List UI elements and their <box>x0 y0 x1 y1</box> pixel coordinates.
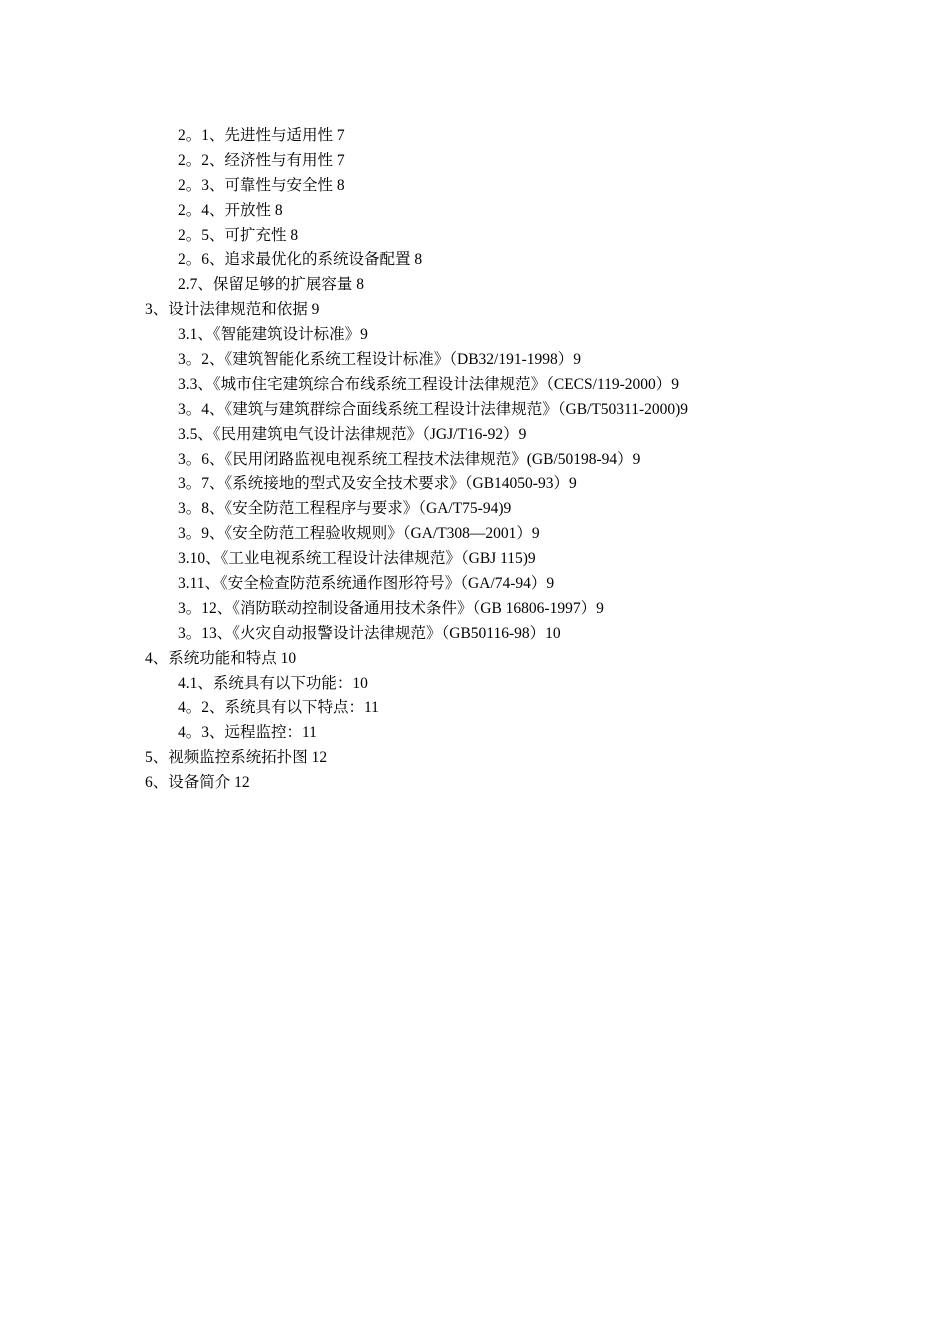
toc-entry-3-12[interactable]: 3。12、《消防联动控制设备通用技术条件》（GB 16806-1997）9 <box>178 599 604 617</box>
toc-entry-2-4[interactable]: 2。4、开放性 8 <box>178 201 283 219</box>
table-of-contents <box>145 124 688 796</box>
toc-entry-4[interactable]: 4、系统功能和特点 10 <box>145 649 297 667</box>
toc-entry-3-10[interactable]: 3.10、《工业电视系统工程设计法律规范》（GBJ 115)9 <box>178 550 536 568</box>
toc-entry-5[interactable]: 5、视频监控系统拓扑图 12 <box>145 749 328 767</box>
toc-entry-2-7[interactable]: 2.7、保留足够的扩展容量 8 <box>178 276 365 294</box>
toc-entry-2-1[interactable]: 2。1、先进性与适用性 7 <box>178 127 345 144</box>
toc-entry-4-2[interactable]: 4。2、系统具有以下特点：11 <box>178 699 379 717</box>
toc-entry-2-5[interactable]: 2。5、可扩充性 8 <box>178 226 299 244</box>
toc-entry-3-4[interactable]: 3。4、《建筑与建筑群综合面线系统工程设计法律规范》（GB/T50311-2000)9 <box>178 400 689 418</box>
toc-entry-4-3[interactable]: 4。3、远程监控：11 <box>178 724 317 742</box>
toc-entry-3-13[interactable]: 3。13、《火灾自动报警设计法律规范》（GB50116-98）10 <box>178 624 561 642</box>
toc-entry-2-3[interactable]: 2。3、可靠性与安全性 8 <box>178 176 345 194</box>
toc-entry-2-6[interactable]: 2。6、追求最优化的系统设备配置 8 <box>178 251 423 269</box>
toc-entry-2-2[interactable]: 2。2、经济性与有用性 7 <box>178 151 345 169</box>
toc-entry-3-3[interactable]: 3.3、《城市住宅建筑综合布线系统工程设计法律规范》（CECS/119-2000）9 <box>178 375 680 393</box>
toc-entry-3[interactable]: 3、设计法律规范和依据 9 <box>145 301 320 319</box>
toc-entry-3-11[interactable]: 3.11、《安全检查防范系统通作图形符号》（GA/74-94）9 <box>178 575 555 593</box>
toc-entry-3-1[interactable]: 3.1、《智能建筑设计标准》9 <box>178 326 368 344</box>
toc-entry-4-1[interactable]: 4.1、系统具有以下功能：10 <box>178 674 368 692</box>
toc-entry-3-8[interactable]: 3。8、《安全防范工程程序与要求》（GA/T75-94)9 <box>178 500 512 518</box>
toc-entry-3-7[interactable]: 3。7、《系统接地的型式及安全技术要求》（GB14050-93）9 <box>178 475 577 493</box>
toc-entry-3-9[interactable]: 3。9、《安全防范工程验收规则》（GA/T308—2001）9 <box>178 525 540 543</box>
toc-entry-3-2[interactable]: 3。2、《建筑智能化系统工程设计标准》（DB32/191-1998）9 <box>178 351 582 369</box>
toc-entry-3-5[interactable]: 3.5、《民用建筑电气设计法律规范》（JGJ/T16-92）9 <box>178 425 527 443</box>
toc-entry-6[interactable]: 6、设备简介 12 <box>145 774 250 792</box>
toc-entry-3-6[interactable]: 3。6、《民用闭路监视电视系统工程技术法律规范》(GB/50198-94）9 <box>178 450 641 468</box>
